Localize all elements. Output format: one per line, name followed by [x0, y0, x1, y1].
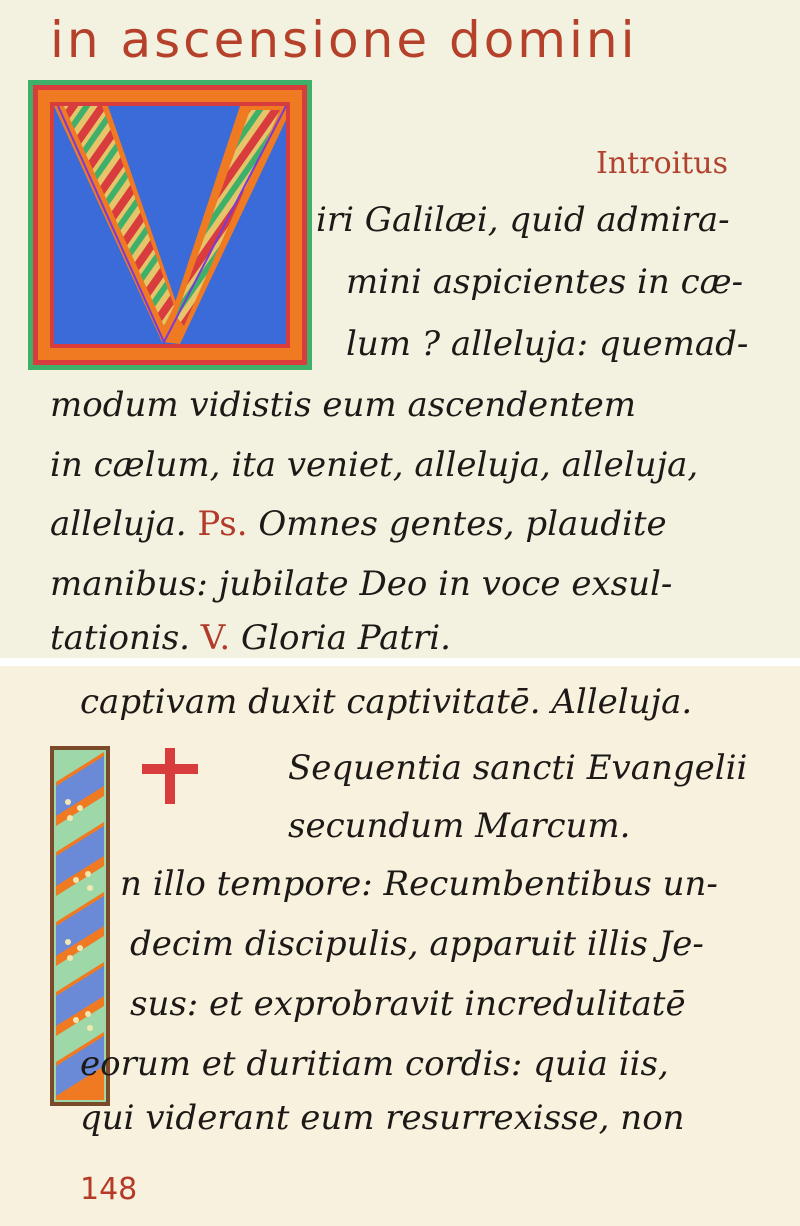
page-bottom [0, 666, 800, 1226]
text-segment: tationis. [50, 618, 201, 658]
introit-rubric: Introitus [596, 146, 728, 181]
text-line [50, 496, 667, 553]
page-number: 148 [80, 1172, 138, 1207]
text-line: sus: et exprobravit incredulitatē [130, 984, 686, 1024]
text-line: lum ? alleluja: quemad- [346, 324, 749, 364]
red-cross-icon [140, 746, 200, 806]
text-line: decim discipulis, apparuit illis Je- [130, 924, 704, 964]
text-line: modum vidistis eum ascendentem [50, 385, 637, 425]
text-segment: alleluja. [50, 504, 198, 544]
gospel-heading: secundum Marcum. [288, 806, 631, 846]
page-title: in ascensione domini [50, 11, 638, 69]
text-line [50, 610, 451, 658]
text-segment: Omnes gentes, plaudite [247, 504, 667, 544]
text-line: qui viderant eum resurrexisse, non [80, 1098, 685, 1138]
text-line: n illo tempore: Recumbentibus un- [120, 864, 718, 904]
gospel-heading: Sequentia sancti Evangelii [288, 748, 748, 788]
text-line: manibus: jubilate Deo in voce exsul- [50, 564, 673, 604]
text-segment: Gloria Patri. [230, 618, 451, 658]
text-line: in cælum, ita veniet, alleluja, alleluja, [50, 445, 699, 485]
illuminated-initial-v [28, 80, 312, 370]
text-line: iri Galilæi, quid admira- [316, 200, 730, 240]
psalm-rubric: Ps. [197, 504, 248, 544]
text-line: eorum et duritiam cordis: quia iis, [80, 1044, 669, 1084]
text-line: captivam duxit captivitatē. Alleluja. [80, 682, 693, 722]
versicle-rubric: V. [200, 618, 231, 658]
text-line: mini aspicientes in cæ- [346, 262, 744, 302]
